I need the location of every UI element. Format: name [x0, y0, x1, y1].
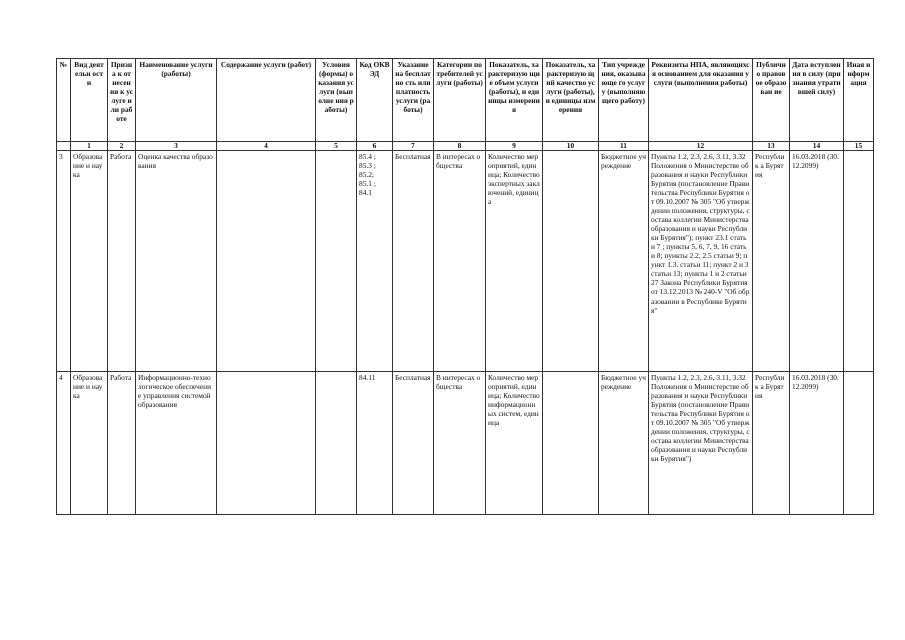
payment-type: Бесплатная — [393, 151, 434, 372]
header-cell: Показатель, характеризую щий качество услуги (работы), и единицы измерения — [543, 59, 599, 142]
column-number: 10 — [543, 142, 599, 151]
header-cell: Призна к отнесен ия к услуге или работе — [108, 59, 136, 142]
column-number: 8 — [434, 142, 486, 151]
legal-basis: Пункты 1.2, 2.3, 2.6, 3.11, 3.32 Положения о Министерстве образования и науки Республики Бурятия (постановление Правительства Республики Бурятия от 09.10.2007 № 305 "Об утверждении положения, структуры, состава коллегии Министерства образования и науки Республики Бурятия"); пункт 23.1 статьи 7 ; пункты 5, 6, 7, 9, 16 статьи 8; пункты 2.2, 2.5 статьи 9; пункт 1.3. статьи 11; пункт 2 и 3 статьи 13; пункты 1 и 2 статьи 27 Закона Республики Бурятия от 13.12.2013 № 240-V "Об образовании в Республике Бурятия" — [649, 151, 753, 372]
volume-indicator: Количество мероприятий, единица; Количество информационн ых систем, единица — [486, 372, 543, 515]
services-registry-table — [56, 58, 874, 515]
activity-type: Образова ние и наука — [71, 372, 108, 515]
header-cell: Условия (формы) оказания услуги (выполне ния работы) — [316, 59, 357, 142]
service-name: Оценка качества образования — [136, 151, 217, 372]
column-number: 12 — [649, 142, 753, 151]
header-cell: Показатель, характеризую щие объем услуги (работы), и единицы измерения — [486, 59, 543, 142]
quality-indicator — [543, 151, 599, 372]
column-number: 14 — [790, 142, 844, 151]
activity-type: Образова ние и наука — [71, 151, 108, 372]
consumer-category: В интересах общества — [434, 372, 486, 515]
column-number: 1 — [71, 142, 108, 151]
service-conditions — [316, 372, 357, 515]
column-number: 3 — [136, 142, 217, 151]
column-number: 6 — [357, 142, 393, 151]
service-name: Информационно-технологическое обеспечение управления системой образования — [136, 372, 217, 515]
header-cell: Указание на бесплатно сть или платность услуги (работы) — [393, 59, 434, 142]
header-cell: Вид деятельн ости — [71, 59, 108, 142]
table-row — [57, 372, 874, 515]
column-number — [57, 142, 71, 151]
column-number: 5 — [316, 142, 357, 151]
services-registry-sheet — [56, 58, 874, 515]
header-cell: Дата вступления в силу (признания утратившей силу) — [790, 59, 844, 142]
payment-type: Бесплатная — [393, 372, 434, 515]
header-row — [57, 59, 874, 142]
header-cell: Код ОКВЭД — [357, 59, 393, 142]
row-number: 3 — [57, 151, 71, 372]
column-number: 13 — [753, 142, 790, 151]
institution-type: Бюджетное учреждение — [599, 151, 649, 372]
service-content — [217, 372, 316, 515]
consumer-category: В интересах общества — [434, 151, 486, 372]
other-info — [844, 372, 874, 515]
row-number: 4 — [57, 372, 71, 515]
institution-type: Бюджетное учреждение — [599, 372, 649, 515]
header-cell: Реквизиты НПА, являющихся основанием для оказания услуги (выполнения работы) — [649, 59, 753, 142]
column-number: 9 — [486, 142, 543, 151]
header-cell: № — [57, 59, 71, 142]
service-or-work: Работа — [108, 151, 136, 372]
effective-date: 16.03.2018 (30.12.2099) — [790, 151, 844, 372]
service-content — [217, 151, 316, 372]
table-row — [57, 151, 874, 372]
other-info — [844, 151, 874, 372]
public-entity: Республик а Бурятия — [753, 372, 790, 515]
effective-date: 16.03.2018 (30.12.2099) — [790, 372, 844, 515]
header-cell: Категории потребителей услуги (работы) — [434, 59, 486, 142]
column-number: 4 — [217, 142, 316, 151]
column-number-row — [57, 142, 874, 151]
header-cell: Публично правовое образован ие — [753, 59, 790, 142]
legal-basis: Пункты 1.2, 2.3, 2.6, 3.11, 3.32 Положения о Министерстве образования и науки Республики Бурятия (постановление Правительства Республики Бурятия от 09.10.2007 № 305 "Об утверждении положения, структуры, состава коллегии Министерства образования и науки Республики Бурятия") — [649, 372, 753, 515]
column-number: 7 — [393, 142, 434, 151]
column-number: 15 — [844, 142, 874, 151]
header-cell: Иная информ ация — [844, 59, 874, 142]
okved-code: 85.4 ; 85.3 ; 85.2; 85.1 ; 84.1 — [357, 151, 393, 372]
quality-indicator — [543, 372, 599, 515]
service-conditions — [316, 151, 357, 372]
volume-indicator: Количество мероприятий, единица; Количество экспертных заключений, единица — [486, 151, 543, 372]
header-cell: Тип учреждения, оказывающе го услугу (выполняю щего работу) — [599, 59, 649, 142]
header-cell: Содержание услуги (работ) — [217, 59, 316, 142]
column-number: 2 — [108, 142, 136, 151]
column-number: 11 — [599, 142, 649, 151]
okved-code: 84.11 — [357, 372, 393, 515]
service-or-work: Работа — [108, 372, 136, 515]
public-entity: Республик а Бурятия — [753, 151, 790, 372]
header-cell: Наименование услуги (работы) — [136, 59, 217, 142]
